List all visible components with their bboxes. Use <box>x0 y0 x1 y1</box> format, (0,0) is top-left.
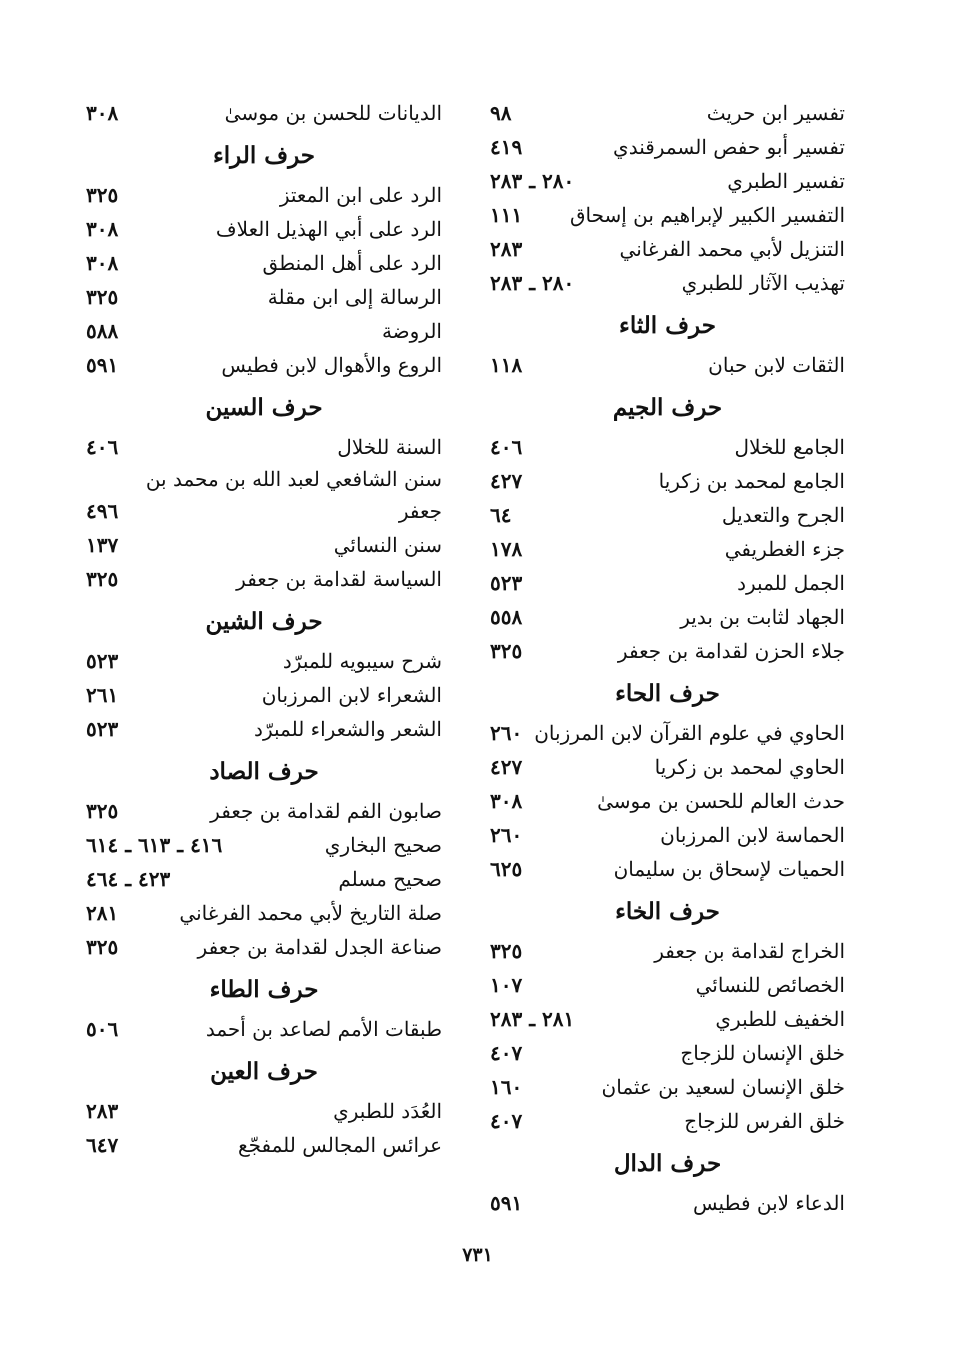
entry-pages: ٣٠٨ <box>86 217 119 241</box>
index-entry <box>86 212 442 246</box>
entry-title: الشعراء لابن المرزبان <box>261 683 442 707</box>
entry-title: الخراج لقدامة بن جعفر <box>654 939 845 963</box>
entry-title: الشعر والشعراء للمبرّد <box>254 717 442 741</box>
index-entry <box>490 164 845 198</box>
index-entry <box>86 930 442 964</box>
entry-title: الحاوي في علوم القرآن لابن المرزبان <box>534 721 845 745</box>
entry-title: صلة التاريخ لأبي محمد الفرغاني <box>179 901 442 925</box>
letter-heading: حرف الثاء <box>619 312 716 339</box>
entry-title: سنن النسائي <box>333 533 442 557</box>
entry-pages: ٤١٩ <box>490 135 523 159</box>
index-entry <box>490 934 845 968</box>
entry-title: الجامع لمحمد بن زكريا <box>658 469 845 493</box>
entry-title: صناعة الجدل لقدامة بن جعفر <box>197 935 442 959</box>
page-number: ٧٣١ <box>462 1244 493 1266</box>
entry-pages: ٣٢٥ <box>490 939 523 963</box>
entry-pages: ٥٢٣ <box>490 571 523 595</box>
letter-heading: حرف الشين <box>205 608 323 635</box>
entry-pages: ٤٠٦ <box>490 435 523 459</box>
index-entry <box>490 1002 845 1036</box>
index-entry <box>86 96 442 130</box>
index-entry <box>490 634 845 668</box>
entry-pages: ٢٨٠ ـ ٢٨٣ <box>490 271 575 295</box>
entry-pages: ٤٠٧ <box>490 1041 523 1065</box>
index-entry <box>490 1070 845 1104</box>
entry-pages: ٢٨١ <box>86 901 119 925</box>
entry-title: الروع والأهوال لابن فطيس <box>221 353 442 377</box>
entry-pages: ٢٨٣ <box>490 237 523 261</box>
entry-title: الرد على ابن المعتز <box>279 183 442 207</box>
entry-title: طبقات الأمم لصاعد بن أحمد <box>205 1017 442 1041</box>
letter-heading: حرف الطاء <box>209 976 319 1003</box>
entry-pages: ٣٢٥ <box>86 799 119 823</box>
index-entry <box>86 348 442 382</box>
index-entry <box>490 1186 845 1220</box>
entry-pages: ٦٤٧ <box>86 1133 119 1157</box>
entry-pages: ١٠٧ <box>490 973 523 997</box>
index-entry <box>490 130 845 164</box>
index-entry <box>86 712 442 746</box>
entry-title: الخصائص للنسائي <box>695 973 845 997</box>
letter-heading: حرف الدال <box>613 1150 722 1177</box>
index-entry <box>490 600 845 634</box>
entry-title: صابون الفم لقدامة بن جعفر <box>210 799 442 823</box>
index-entry <box>490 348 845 382</box>
entry-title: جلاء الحزن لقدامة بن جعفر <box>617 639 845 663</box>
entry-title: خلق الفرس للزجاج <box>684 1109 845 1133</box>
entry-pages: ٢٨٠ ـ ٢٨٣ <box>490 169 575 193</box>
entry-title: صحيح البخاري <box>324 833 442 857</box>
letter-heading: حرف الخاء <box>615 898 720 925</box>
index-entry <box>86 896 442 930</box>
letter-heading: حرف الراء <box>212 142 316 169</box>
index-entry <box>490 818 845 852</box>
entry-pages: ٥٢٣ <box>86 717 119 741</box>
entry-pages: ٥٠٦ <box>86 1017 119 1041</box>
entry-pages: ٥٥٨ <box>490 605 523 629</box>
entry-title: الجهاد لثابت بن بدير <box>680 605 845 629</box>
entry-title: الدعاء لابن فطيس <box>693 1191 845 1215</box>
index-entry <box>86 494 442 528</box>
entry-pages: ٤٢٣ ـ ٤٦٤ <box>86 867 171 891</box>
entry-title: الرد على أبي الهذيل العلاف <box>215 217 442 241</box>
entry-title: شرح سيبويه للمبرّد <box>282 649 442 673</box>
entry-pages: ١٣٧ <box>86 533 119 557</box>
entry-title: خلق الإنسان للزجاج <box>680 1041 845 1065</box>
entry-title: الحميات لإسحاق بن سليمان <box>613 857 845 881</box>
index-entry <box>490 968 845 1002</box>
entry-pages: ٦٢٥ <box>490 857 523 881</box>
entry-title: التنزيل لأبي محمد الفرغاني <box>619 237 845 261</box>
entry-title: جعفر <box>398 499 442 523</box>
index-entry <box>86 828 442 862</box>
entry-pages: ٢٨١ ـ ٢٨٣ <box>490 1007 575 1031</box>
entry-title: الحاوي لمحمد بن زكريا <box>654 755 845 779</box>
entry-pages: ٢٨٣ <box>86 1099 119 1123</box>
index-entry <box>86 678 442 712</box>
entry-title: تفسير الطبري <box>727 169 845 193</box>
entry-pages: ٣٠٨ <box>86 251 119 275</box>
entry-title: خلق الإنسان لسعيد بن عثمان <box>601 1075 845 1099</box>
index-entry <box>490 430 845 464</box>
index-entry <box>490 532 845 566</box>
entry-title: الجرح والتعديل <box>721 503 845 527</box>
entry-pages: ٤٢٧ <box>490 469 523 493</box>
index-entry <box>86 178 442 212</box>
index-entry <box>490 198 845 232</box>
index-column-right <box>490 96 845 1220</box>
entry-title: السنة للخلال <box>337 435 442 459</box>
entry-pages: ٥٨٨ <box>86 319 119 343</box>
entry-pages: ٥٢٣ <box>86 649 119 673</box>
index-entry <box>490 464 845 498</box>
entry-title: سنن الشافعي لعبد الله بن محمد بن <box>145 467 442 491</box>
entry-pages: ٣٢٥ <box>86 285 119 309</box>
index-entry <box>490 784 845 818</box>
entry-pages: ١١٨ <box>490 353 523 377</box>
entry-title: جزء الغطريفي <box>724 537 845 561</box>
index-entry <box>490 266 845 300</box>
entry-pages: ٤٩٦ <box>86 499 119 523</box>
entry-title: تفسير ابن حريث <box>706 101 845 125</box>
entry-pages: ٣٢٥ <box>86 935 119 959</box>
index-entry <box>490 852 845 886</box>
entry-pages: ١٦٠ <box>490 1075 523 1099</box>
entry-title: تهذيب الآثار للطبري <box>681 271 845 295</box>
entry-title: العُدَد للطبري <box>333 1099 442 1123</box>
entry-pages: ٣٠٨ <box>86 101 119 125</box>
entry-title: الحماسة لابن المرزبان <box>660 823 845 847</box>
entry-pages: ٥٩١ <box>490 1191 523 1215</box>
entry-pages: ٥٩١ <box>86 353 119 377</box>
entry-pages: ٢٦١ <box>86 683 119 707</box>
entry-pages: ٢٦٠ <box>490 823 523 847</box>
entry-title: الروضة <box>381 319 442 343</box>
letter-heading: حرف السين <box>205 394 323 421</box>
entry-pages: ٢٦٠ <box>490 721 523 745</box>
index-entry <box>490 1036 845 1070</box>
letter-heading: حرف الجيم <box>612 394 723 421</box>
entry-pages: ٣٢٥ <box>490 639 523 663</box>
index-entry <box>86 280 442 314</box>
entry-pages: ٣٢٥ <box>86 183 119 207</box>
index-entry <box>490 716 845 750</box>
index-column-left <box>86 96 442 1162</box>
index-entry <box>490 232 845 266</box>
index-entry <box>86 528 442 562</box>
entry-pages: ٤٠٧ <box>490 1109 523 1133</box>
index-entry <box>86 862 442 896</box>
entry-pages: ٣٢٥ <box>86 567 119 591</box>
index-entry <box>86 1094 442 1128</box>
entry-title: صحيح مسلم <box>338 867 442 891</box>
entry-title: الديانات للحسن بن موسىٰ <box>224 101 442 125</box>
index-entry <box>86 562 442 596</box>
index-entry <box>86 464 442 494</box>
index-entry <box>86 644 442 678</box>
entry-title: الثقات لابن حبان <box>708 353 845 377</box>
entry-pages: ٤٠٦ <box>86 435 119 459</box>
index-entry <box>490 498 845 532</box>
index-entry <box>490 96 845 130</box>
letter-heading: حرف الحاء <box>615 680 720 707</box>
entry-title: الخفيف للطبري <box>715 1007 845 1031</box>
entry-pages: ٦٤ <box>490 503 512 527</box>
entry-pages: ١١١ <box>490 203 523 227</box>
index-entry <box>86 246 442 280</box>
index-entry <box>490 1104 845 1138</box>
entry-pages: ٩٨ <box>490 101 512 125</box>
entry-title: الجمل للمبرد <box>737 571 845 595</box>
entry-pages: ٤١٦ ـ ٦١٣ ـ ٦١٤ <box>86 833 223 857</box>
entry-title: الجامع للخلال <box>734 435 845 459</box>
entry-title: الرد على أهل المنطق <box>262 251 442 275</box>
index-entry <box>86 314 442 348</box>
index-entry <box>86 794 442 828</box>
entry-title: تفسير أبو حفص السمرقندي <box>613 135 845 159</box>
entry-title: السياسة لقدامة بن جعفر <box>236 567 442 591</box>
index-entry <box>86 1012 442 1046</box>
index-entry <box>490 750 845 784</box>
entry-pages: ١٧٨ <box>490 537 523 561</box>
letter-heading: حرف العين <box>210 1058 318 1085</box>
entry-pages: ٤٢٧ <box>490 755 523 779</box>
index-entry <box>86 1128 442 1162</box>
entry-title: حدث العالم للحسن بن موسىٰ <box>597 789 845 813</box>
index-entry <box>86 430 442 464</box>
letter-heading: حرف الصاد <box>209 758 319 785</box>
entry-title: الرسالة إلى ابن مقلة <box>267 285 442 309</box>
entry-pages: ٣٠٨ <box>490 789 523 813</box>
index-entry <box>490 566 845 600</box>
entry-title: عرائس المجالس للمفجّع <box>237 1133 442 1157</box>
entry-title: التفسير الكبير لإبراهيم بن إسحاق <box>569 203 845 227</box>
